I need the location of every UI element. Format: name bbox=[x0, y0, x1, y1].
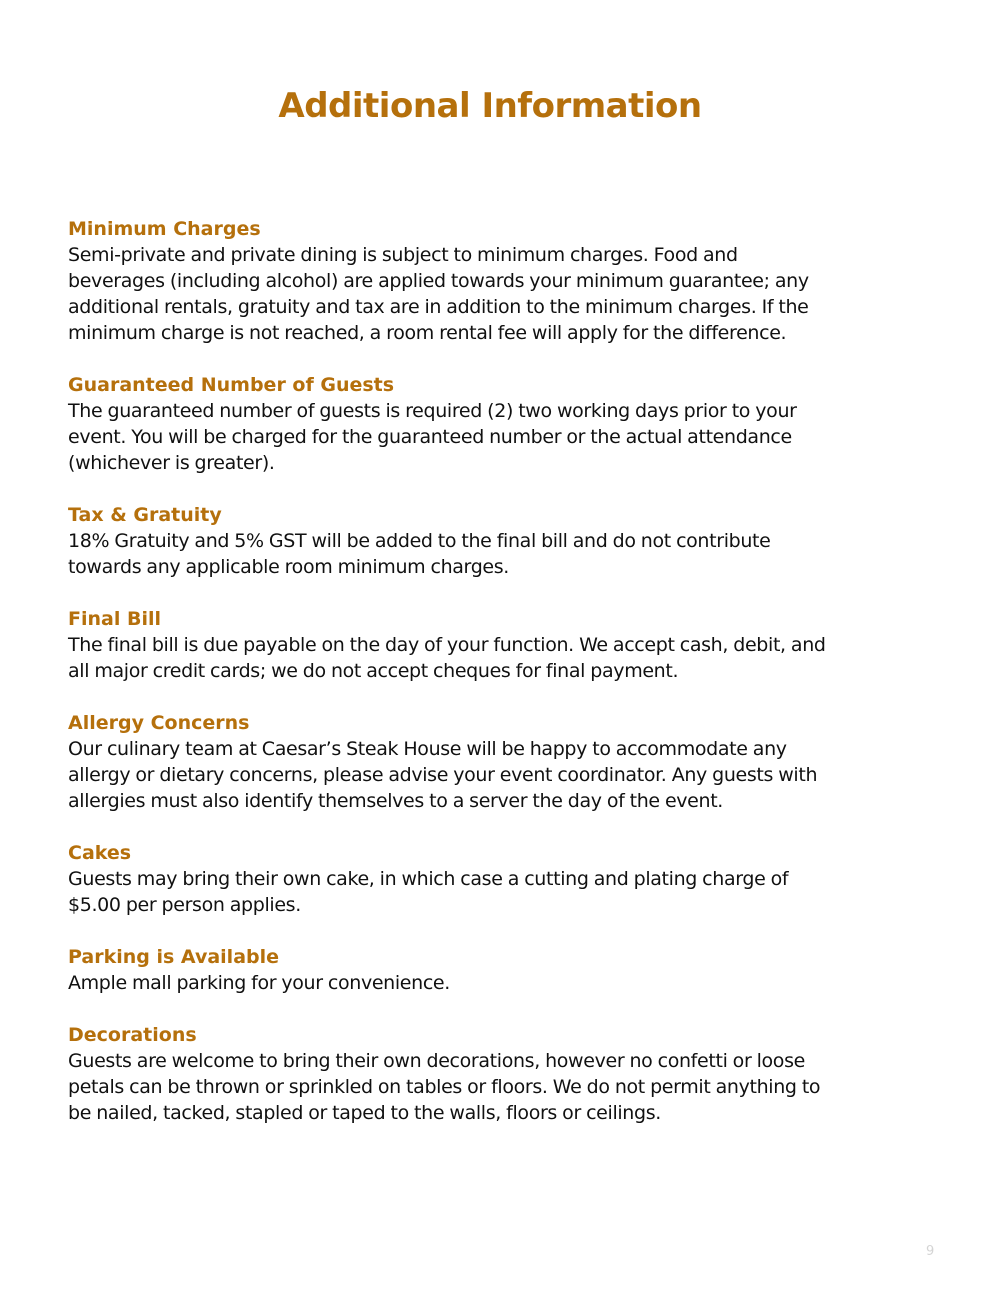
info-sections bbox=[68, 216, 948, 1152]
section-heading: Final Bill bbox=[68, 608, 161, 630]
section-heading: Decorations bbox=[68, 1024, 197, 1046]
section-body: Guests are welcome to bring their own decorations, however no confetti or loose petals can be thrown or sprinkled on tables or floors. We do not permit anything to be nailed, tacked, stapled or taped to the walls, floors or ceilings. bbox=[68, 1050, 821, 1124]
page-number: 9 bbox=[926, 1244, 935, 1259]
section-body: The guaranteed number of guests is required (2) two working days prior to your event. You will be charged for the guaranteed number or the actual attendance (whichever is greater). bbox=[68, 400, 797, 474]
section-body: Ample mall parking for your convenience. bbox=[68, 972, 450, 994]
page-title: Additional Information bbox=[278, 86, 702, 126]
section-heading: Allergy Concerns bbox=[68, 712, 250, 734]
section-body: The final bill is due payable on the day of your function. We accept cash, debit, and all major credit cards; we do not accept cheques for final payment. bbox=[68, 634, 826, 682]
section-body: Semi-private and private dining is subject to minimum charges. Food and beverages (including alcohol) are applied towards your minimum guarantee; any additional rentals, gratuity and tax are in addition to the minimum charges. If the minimum charge is not reached, a room rental fee will apply for the difference. bbox=[68, 244, 809, 344]
section-parking bbox=[68, 944, 948, 996]
section-heading: Cakes bbox=[68, 842, 132, 864]
section-minimum-charges bbox=[68, 216, 948, 346]
section-heading: Parking is Available bbox=[68, 946, 280, 968]
section-guaranteed-guests bbox=[68, 372, 948, 476]
section-cakes bbox=[68, 840, 948, 918]
section-body: Our culinary team at Caesar’s Steak House will be happy to accommodate any allergy or dietary concerns, please advise your event coordinator. Any guests with allergies must also identify themselves to a server the day of the event. bbox=[68, 738, 818, 812]
section-heading: Tax & Gratuity bbox=[68, 504, 222, 526]
section-tax-gratuity bbox=[68, 502, 948, 580]
section-body: Guests may bring their own cake, in which case a cutting and plating charge of $5.00 per person applies. bbox=[68, 868, 789, 916]
section-decorations bbox=[68, 1022, 948, 1126]
section-heading: Minimum Charges bbox=[68, 218, 261, 240]
section-body: 18% Gratuity and 5% GST will be added to the final bill and do not contribute towards any applicable room minimum charges. bbox=[68, 530, 771, 578]
section-final-bill bbox=[68, 606, 948, 684]
section-allergy-concerns bbox=[68, 710, 948, 814]
section-heading: Guaranteed Number of Guests bbox=[68, 374, 395, 396]
